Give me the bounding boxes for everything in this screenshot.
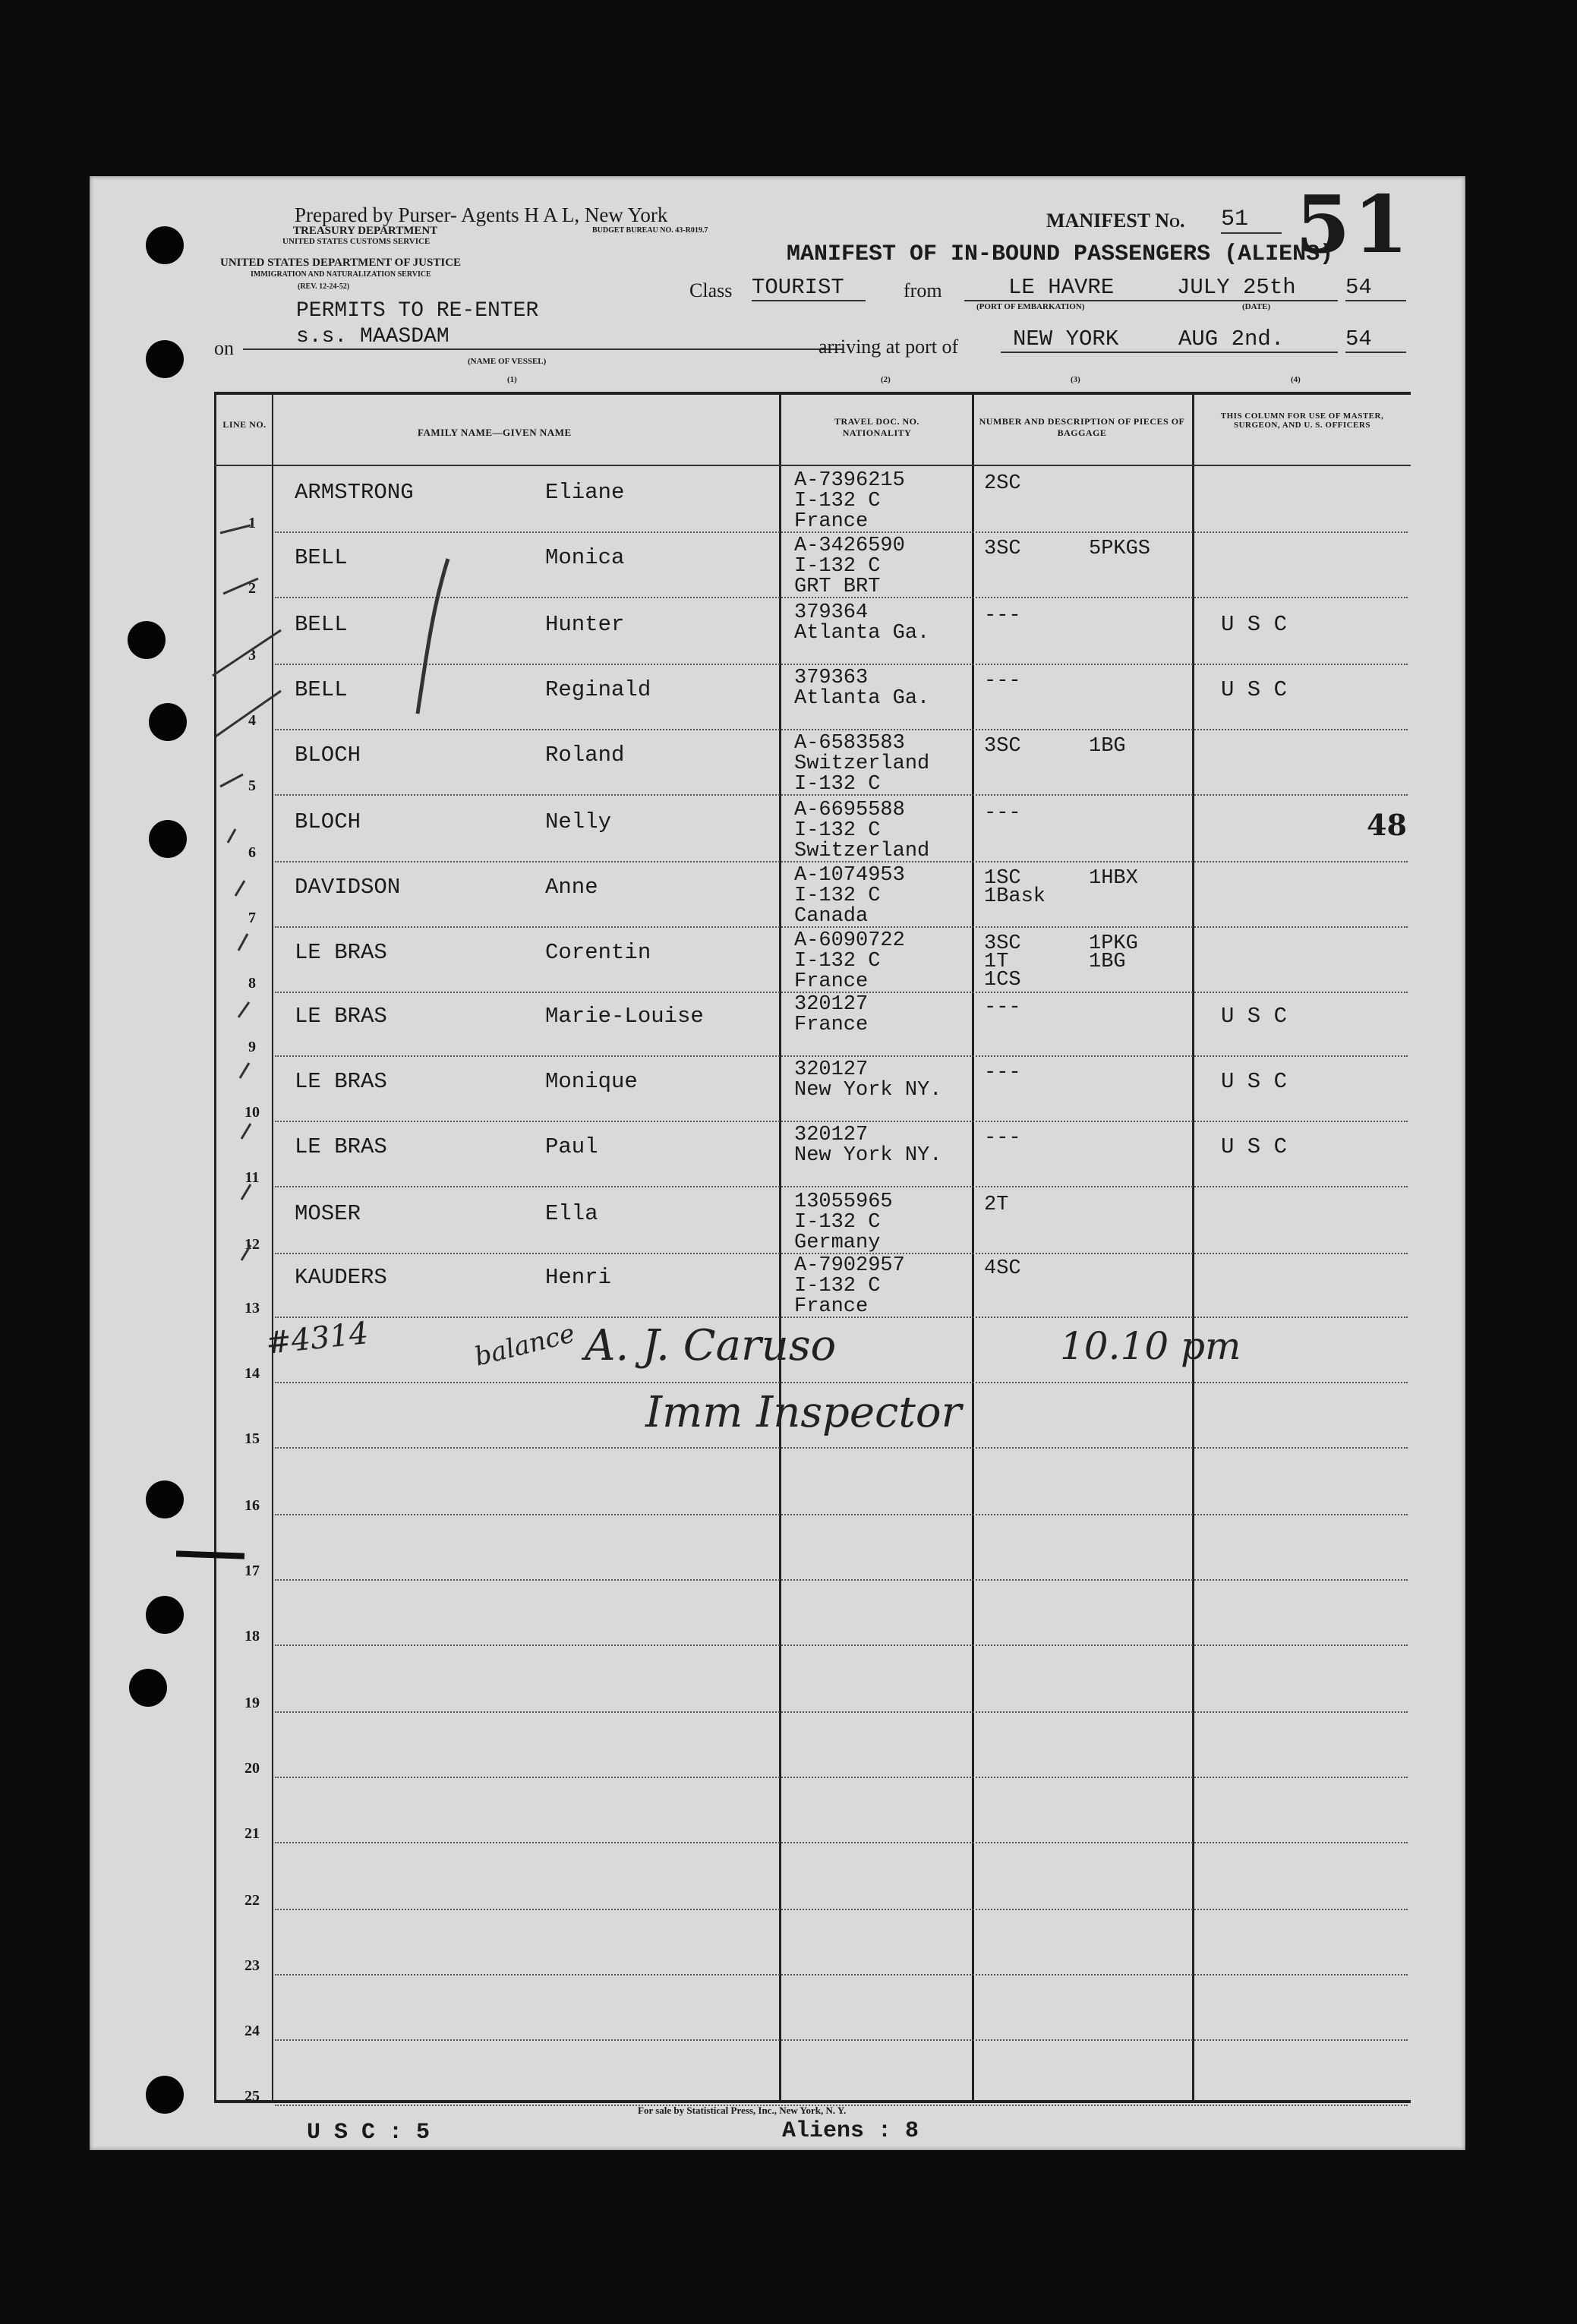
travel-doc: Germany <box>794 1231 881 1254</box>
travel-doc: 320127 <box>794 1058 869 1081</box>
row-rule <box>275 1644 1408 1646</box>
punch-hole <box>146 1596 184 1634</box>
header-line-no: LINE NO. <box>222 419 267 430</box>
baggage-item: 1BG <box>1089 951 1126 973</box>
port-embark: LE HAVRE <box>964 275 1206 301</box>
family-name: KAUDERS <box>295 1265 387 1290</box>
officer-note: U S C <box>1221 612 1288 637</box>
travel-doc: A-6583583 <box>794 732 905 755</box>
travel-doc: A-7396215 <box>794 469 905 492</box>
travel-doc: Atlanta Ga. <box>794 687 930 710</box>
line-number: 19 <box>244 1695 260 1711</box>
travel-doc: A-7902957 <box>794 1254 905 1277</box>
printer-note: For sale by Statistical Press, Inc., New York, N. Y. <box>638 2105 847 2116</box>
given-name: Hunter <box>545 612 625 637</box>
dept-rev: (REV. 12-24-52) <box>298 282 350 291</box>
travel-doc: A-6695588 <box>794 799 905 821</box>
baggage-item: 1Bask <box>984 885 1046 908</box>
travel-doc: I-132 C <box>794 950 881 973</box>
travel-doc: New York NY. <box>794 1079 942 1102</box>
travel-doc: France <box>794 1014 869 1036</box>
header-bottom-rule <box>214 465 1411 466</box>
arrival-date: AUG 2nd. <box>1178 326 1338 353</box>
line-number: 6 <box>248 844 256 861</box>
line-number: 14 <box>244 1365 260 1382</box>
family-name: DAVIDSON <box>295 875 401 900</box>
row-rule <box>275 1514 1408 1515</box>
travel-doc: A-1074953 <box>794 864 905 887</box>
col-divider <box>972 392 974 2103</box>
baggage-item: 3SC <box>984 735 1021 758</box>
dept-treasury: TREASURY DEPARTMENT <box>293 225 438 237</box>
punch-hole <box>146 2076 184 2114</box>
baggage-item: 1CS <box>984 969 1021 992</box>
family-name: ARMSTRONG <box>295 480 414 505</box>
class-label: Class <box>689 279 733 301</box>
baggage-item: 3SC <box>984 538 1021 560</box>
depart-year: 54 <box>1345 275 1406 301</box>
travel-doc: Switzerland <box>794 752 930 775</box>
given-name: Nelly <box>545 809 612 834</box>
travel-doc: 320127 <box>794 993 869 1016</box>
travel-doc: Canada <box>794 905 869 928</box>
col-num-2: (2) <box>881 375 891 384</box>
travel-doc: 13055965 <box>794 1190 893 1213</box>
hand-balance: balance <box>472 1318 579 1373</box>
baggage-item: 2SC <box>984 472 1021 495</box>
table-top-border <box>214 392 1411 395</box>
baggage-item: 1HBX <box>1089 867 1138 890</box>
travel-doc: I-132 C <box>794 885 881 907</box>
side-number: 48 <box>1367 808 1407 842</box>
depart-date: JULY 25th <box>1177 275 1338 301</box>
officer-note: U S C <box>1221 1134 1288 1159</box>
travel-doc: 379363 <box>794 667 869 689</box>
dept-ins: IMMIGRATION AND NATURALIZATION SERVICE <box>251 270 431 279</box>
line-number: 23 <box>244 1957 260 1974</box>
travel-doc: A-6090722 <box>794 929 905 952</box>
given-name: Paul <box>545 1134 598 1159</box>
hand-time: 10.10 pm <box>1060 1324 1241 1368</box>
line-number: 9 <box>248 1039 256 1055</box>
header-officers: THIS COLUMN FOR USE OF MASTER, SURGEON, AND U. S. OFFICERS <box>1220 412 1384 430</box>
manifest-no-label: MANIFEST No. <box>1046 210 1185 232</box>
vessel-name: s.s. MAASDAM <box>243 325 843 350</box>
budget-bureau: BUDGET BUREAU NO. 43-R019.7 <box>592 226 708 235</box>
given-name: Anne <box>545 875 598 900</box>
punch-hole <box>128 621 166 659</box>
punch-hole <box>146 340 184 378</box>
travel-doc: I-132 C <box>794 819 881 842</box>
officer-note: U S C <box>1221 1004 1288 1029</box>
row-rule <box>275 1909 1408 1910</box>
family-name: BELL <box>295 545 348 570</box>
baggage-item: 4SC <box>984 1257 1021 1280</box>
line-number: 12 <box>244 1236 260 1253</box>
arrival-port: NEW YORK <box>1001 326 1180 353</box>
line-number: 7 <box>248 910 256 926</box>
hand-inspector: Imm Inspector <box>645 1388 962 1437</box>
line-number: 17 <box>244 1562 260 1579</box>
punch-hole <box>146 1480 184 1518</box>
dept-justice: UNITED STATES DEPARTMENT OF JUSTICE <box>220 257 462 269</box>
header-baggage: NUMBER AND DESCRIPTION OF PIECES OF BAGGAGE <box>979 416 1185 438</box>
given-name: Ella <box>545 1201 598 1226</box>
line-number: 1 <box>248 515 256 531</box>
given-name: Corentin <box>545 940 651 965</box>
line-number: 8 <box>248 975 256 992</box>
permits-to-reenter: PERMITS TO RE-ENTER <box>296 299 539 323</box>
table-bottom-border <box>214 2100 1411 2103</box>
baggage-item: 2T <box>984 1194 1009 1216</box>
on-label: on <box>214 337 234 359</box>
row-rule <box>275 1777 1408 1778</box>
check-marks <box>205 486 478 1420</box>
travel-doc: Atlanta Ga. <box>794 622 930 645</box>
baggage-item: 3SC <box>984 932 1021 955</box>
baggage-item: 1BG <box>1089 735 1126 758</box>
baggage-item: 1SC <box>984 867 1021 890</box>
travel-doc: 379364 <box>794 601 869 624</box>
family-name: LE BRAS <box>295 940 387 965</box>
line-number: 21 <box>244 1825 260 1842</box>
col-divider <box>1192 392 1194 2103</box>
given-name: Marie-Louise <box>545 1004 704 1029</box>
travel-doc: I-132 C <box>794 773 881 796</box>
row-rule <box>275 1974 1408 1976</box>
row-rule <box>275 2039 1408 2041</box>
given-name: Roland <box>545 743 625 768</box>
hand-signature: A. J. Caruso <box>585 1321 837 1370</box>
line-number: 24 <box>244 2023 260 2039</box>
line-number: 10 <box>244 1104 260 1121</box>
date-caption: (DATE) <box>1242 302 1271 311</box>
travel-doc: GRT BRT <box>794 575 881 598</box>
travel-doc: France <box>794 510 869 533</box>
dept-customs: UNITED STATES CUSTOMS SERVICE <box>282 237 431 246</box>
given-name: Monique <box>545 1069 638 1094</box>
travel-doc: Switzerland <box>794 840 930 862</box>
family-name: MOSER <box>295 1201 361 1226</box>
baggage-item: 1PKG <box>1089 932 1138 955</box>
travel-doc: France <box>794 970 869 993</box>
col-divider <box>779 392 781 2103</box>
baggage-item: 5PKGS <box>1089 538 1151 560</box>
punch-hole <box>149 820 187 858</box>
punch-hole <box>149 703 187 741</box>
given-name: Eliane <box>545 480 625 505</box>
line-number: 13 <box>244 1300 260 1317</box>
line-number: 20 <box>244 1760 260 1777</box>
travel-doc: France <box>794 1295 869 1318</box>
given-name: Reginald <box>545 677 651 702</box>
officer-note: U S C <box>1221 677 1288 702</box>
punch-hole <box>146 226 184 264</box>
manifest-title: MANIFEST OF IN-BOUND PASSENGERS (ALIENS) <box>787 241 1334 267</box>
baggage-item: --- <box>984 1061 1021 1084</box>
baggage-item: --- <box>984 670 1021 692</box>
punch-hole <box>129 1669 167 1707</box>
row-rule <box>275 1447 1408 1449</box>
class-value: TOURIST <box>752 275 866 301</box>
line-number: 25 <box>244 2088 260 2105</box>
travel-doc: I-132 C <box>794 1211 881 1234</box>
line-number: 2 <box>248 580 256 597</box>
travel-doc: New York NY. <box>794 1144 942 1167</box>
manifest-no-value: 51 <box>1221 207 1282 234</box>
baggage-item: --- <box>984 996 1021 1019</box>
line-number: 4 <box>248 712 256 729</box>
line-number: 16 <box>244 1497 260 1514</box>
line-number: 5 <box>248 777 256 794</box>
line-number: 11 <box>244 1169 260 1186</box>
hand-number: #4314 <box>263 1316 371 1361</box>
travel-doc: 320127 <box>794 1124 869 1146</box>
line-number: 22 <box>244 1892 260 1909</box>
row-rule <box>275 1579 1408 1581</box>
prepared-by: Prepared by Purser- Agents H A L, New York <box>295 203 668 226</box>
family-name: BELL <box>295 612 348 637</box>
row-rule <box>275 1711 1408 1713</box>
given-name: Monica <box>545 545 625 570</box>
col-num-4: (4) <box>1291 375 1301 384</box>
family-name: LE BRAS <box>295 1069 387 1094</box>
col-num-3: (3) <box>1071 375 1080 384</box>
from-label: from <box>904 279 942 301</box>
baggage-item: --- <box>984 1127 1021 1149</box>
line-number: 3 <box>248 647 256 664</box>
family-name: BLOCH <box>295 743 361 768</box>
travel-doc: I-132 C <box>794 1275 881 1298</box>
line-number: 18 <box>244 1628 260 1644</box>
family-name: BELL <box>295 677 348 702</box>
header-travel: TRAVEL DOC. NO. NATIONALITY <box>834 416 919 438</box>
port-embark-caption: (PORT OF EMBARKATION) <box>976 302 1085 311</box>
family-name: LE BRAS <box>295 1004 387 1029</box>
arrival-year: 54 <box>1345 326 1406 353</box>
baggage-item: 1T <box>984 951 1009 973</box>
aliens-count: Aliens : 8 <box>782 2118 919 2144</box>
travel-doc: A-3426590 <box>794 534 905 557</box>
given-name: Henri <box>545 1265 612 1290</box>
arriving-label: arriving at port of <box>818 336 959 358</box>
baggage-item: --- <box>984 604 1021 627</box>
col-num-1: (1) <box>507 375 517 384</box>
manifest-big-number: 51 <box>1295 178 1411 271</box>
travel-doc: I-132 C <box>794 490 881 512</box>
header-name: FAMILY NAME—GIVEN NAME <box>418 427 572 438</box>
baggage-item: --- <box>984 802 1021 825</box>
family-name: BLOCH <box>295 809 361 834</box>
travel-doc: I-132 C <box>794 555 881 578</box>
vessel-caption: (NAME OF VESSEL) <box>468 357 547 366</box>
family-name: LE BRAS <box>295 1134 387 1159</box>
line-number: 15 <box>244 1430 260 1447</box>
row-rule <box>275 1842 1408 1843</box>
officer-note: U S C <box>1221 1069 1288 1094</box>
usc-count: U S C : 5 <box>307 2120 431 2146</box>
